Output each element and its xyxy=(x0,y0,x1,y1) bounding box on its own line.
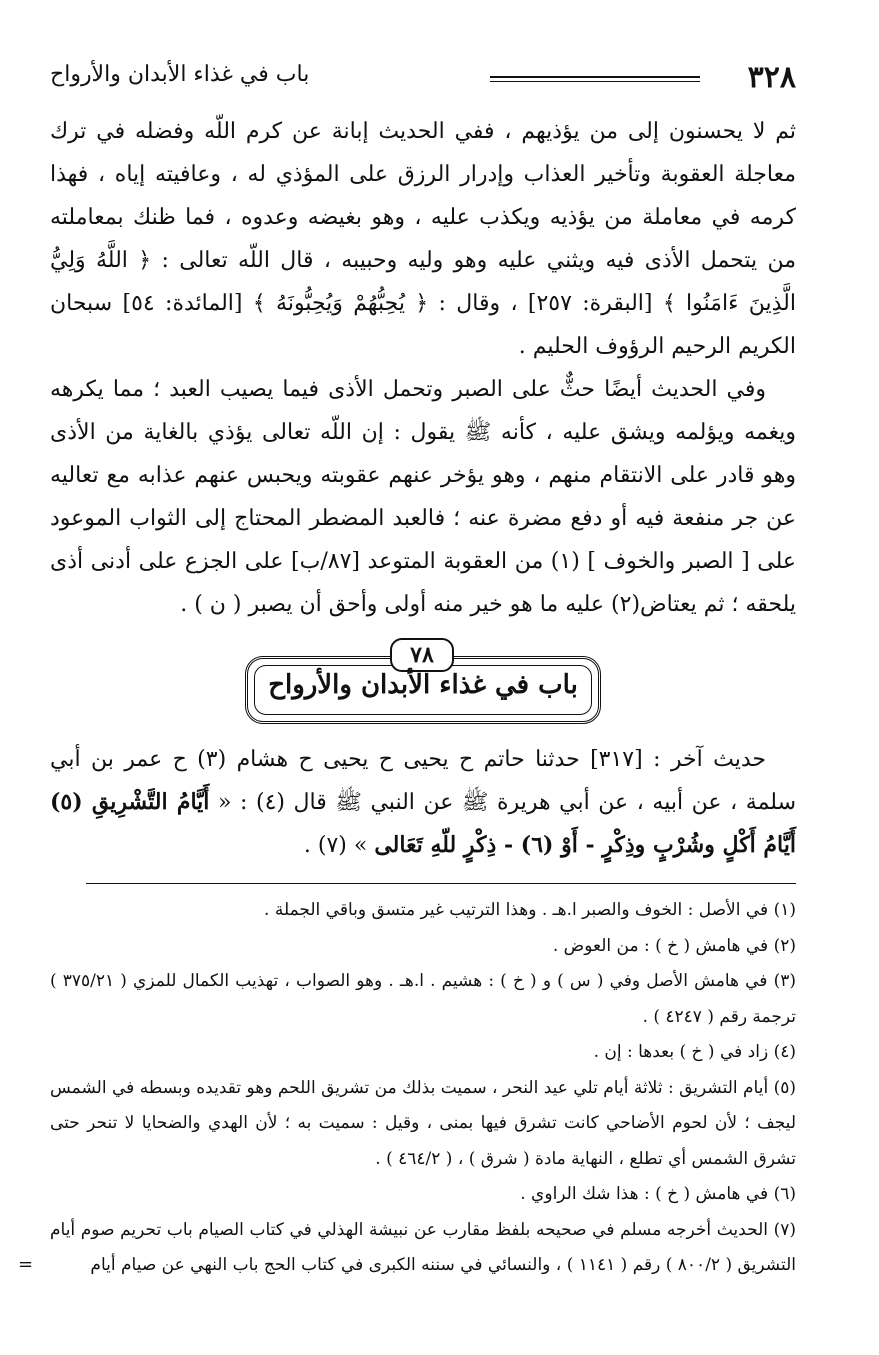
hadith-end: » (٧) . xyxy=(303,833,375,858)
running-title: باب في غذاء الأبدان والأرواح xyxy=(50,62,310,87)
footnote-1: (١) في الأصل : الخوف والصبر ا.هـ . وهذا الترتيب غير متسق وباقي الجملة . xyxy=(264,900,796,920)
chapter-title: باب في غذاء الأبدان والأرواح xyxy=(268,670,578,700)
page-number: ٣٢٨ xyxy=(747,60,796,95)
chapter-heading xyxy=(245,638,607,720)
footnote-separator xyxy=(86,883,796,884)
footnote-6: (٦) في هامش ( خ ) : هذا شك الراوي . xyxy=(520,1184,796,1204)
paragraph-2: وفي الحديث أيضًا حثٌّ على الصبر وتحمل الأذى فيما يصيب العبد ؛ مما يكرهه ويغمه ويؤلمه ويشق عليه ، كأنه ﷺ يقول : إن اللّه تعالى يؤذي بالغاية من الأذى وهو قادر على الانتقام منهم ، وهو يؤخر عنهم عقوبته ويحبس عنهم عذابه مع تعاليه عن جر منفعة فيه أو دفع مضرة عنه ؛ فالعبد المضطر المحتاج إلى الثواب الموعود على [ الصبر والخوف ] (١) من العقوبة المتوعد [٨٧/ب] على الجزع على أدنى أذى يلحقه ؛ ثم يعتاض(٢) عليه ما هو خير منه أولى وأحق أن يصبر ( ن ) . xyxy=(50,377,796,617)
hadith-text: أَيَّامُ التَّشْرِيقِ (٥) أَيَّامُ أَكْلٍ وشُرْبٍ وذِكْرٍ - أَوْ (٦) - ذِكْرٍ للّهِ تَعَالى xyxy=(50,789,796,858)
footnotes xyxy=(50,893,796,1284)
chapter-number: ٧٨ xyxy=(390,638,454,672)
footnote-7: (٧) الحديث أخرجه مسلم في صحيحه بلفظ مقارب عن نبيشة الهذلي في كتاب الصيام باب تحريم صوم أيام التشريق ( ٨٠٠/٢ ) رقم ( ١١٤١ ) ، والنسائي في سننه الكبرى في كتاب الحج باب النهي عن صيام أيام xyxy=(50,1219,796,1275)
footnote-3: (٣) في هامش الأصل وفي ( س ) و ( خ ) : هشيم . ا.هـ . وهو الصواب ، تهذيب الكمال للمزي ( ٣٧٥/٢١ ) ترجمة رقم ( ٤٢٤٧ ) . xyxy=(50,971,796,1027)
header-rule xyxy=(490,76,700,82)
paragraph-hadith xyxy=(50,738,796,867)
paragraph-1: ثم لا يحسنون إلى من يؤذيهم ، ففي الحديث إبانة عن كرم اللّه وفضله في ترك معاجلة العقوبة وتأخير العذاب وإدرار الرزق على المؤذي له ، وعافيته إياه ، فهذا كرمه في معاملة من يؤذيه ويكذب عليه ، وهو بغيضه وعدوه ، فما ظنك بمعاملته من يتحمل الأذى فيه ويثني عليه وهو وليه وحبيبه ، قال اللّه تعالى : ﴿ اللَّهُ وَلِيُّ الَّذِينَ ءَامَنُوا ﴾ [البقرة: ٢٥٧] ، وقال : ﴿ يُحِبُّهُمْ وَيُحِبُّونَهُ ﴾ [المائدة: ٥٤] سبحان الكريم الرحيم الرؤوف الحليم . xyxy=(50,119,797,359)
hadith-intro: حديث آخر : [٣١٧] حدثنا حاتم ح يحيى ح يحيى ح هشام (٣) ح عمر بن أبي سلمة ، عن أبيه ، عن أبي هريرة ﷺ عن النبي ﷺ قال (٤) : « xyxy=(50,747,796,815)
footnote-5: (٥) أيام التشريق : ثلاثة أيام تلي عيد النحر ، سميت بذلك من تشريق اللحم وهو تقديده وبسطه في الشمس ليجف ؛ لأن لحوم الأضاحي كانت تشرق فيها بمنى ، وقيل : سميت به ؛ لأن الهدي والضحايا لا تنحر حتى تشرق الشمس أي تطلع ، النهاية مادة ( شرق ) ، ( ٤٦٤/٢ ) . xyxy=(50,1077,796,1169)
footnote-2: (٢) في هامش ( خ ) : من العوض . xyxy=(552,935,796,956)
footnote-4: (٤) زاد في ( خ ) بعدها : إن . xyxy=(593,1042,796,1062)
page-header xyxy=(50,60,796,100)
continuation-mark: = xyxy=(18,1254,34,1275)
